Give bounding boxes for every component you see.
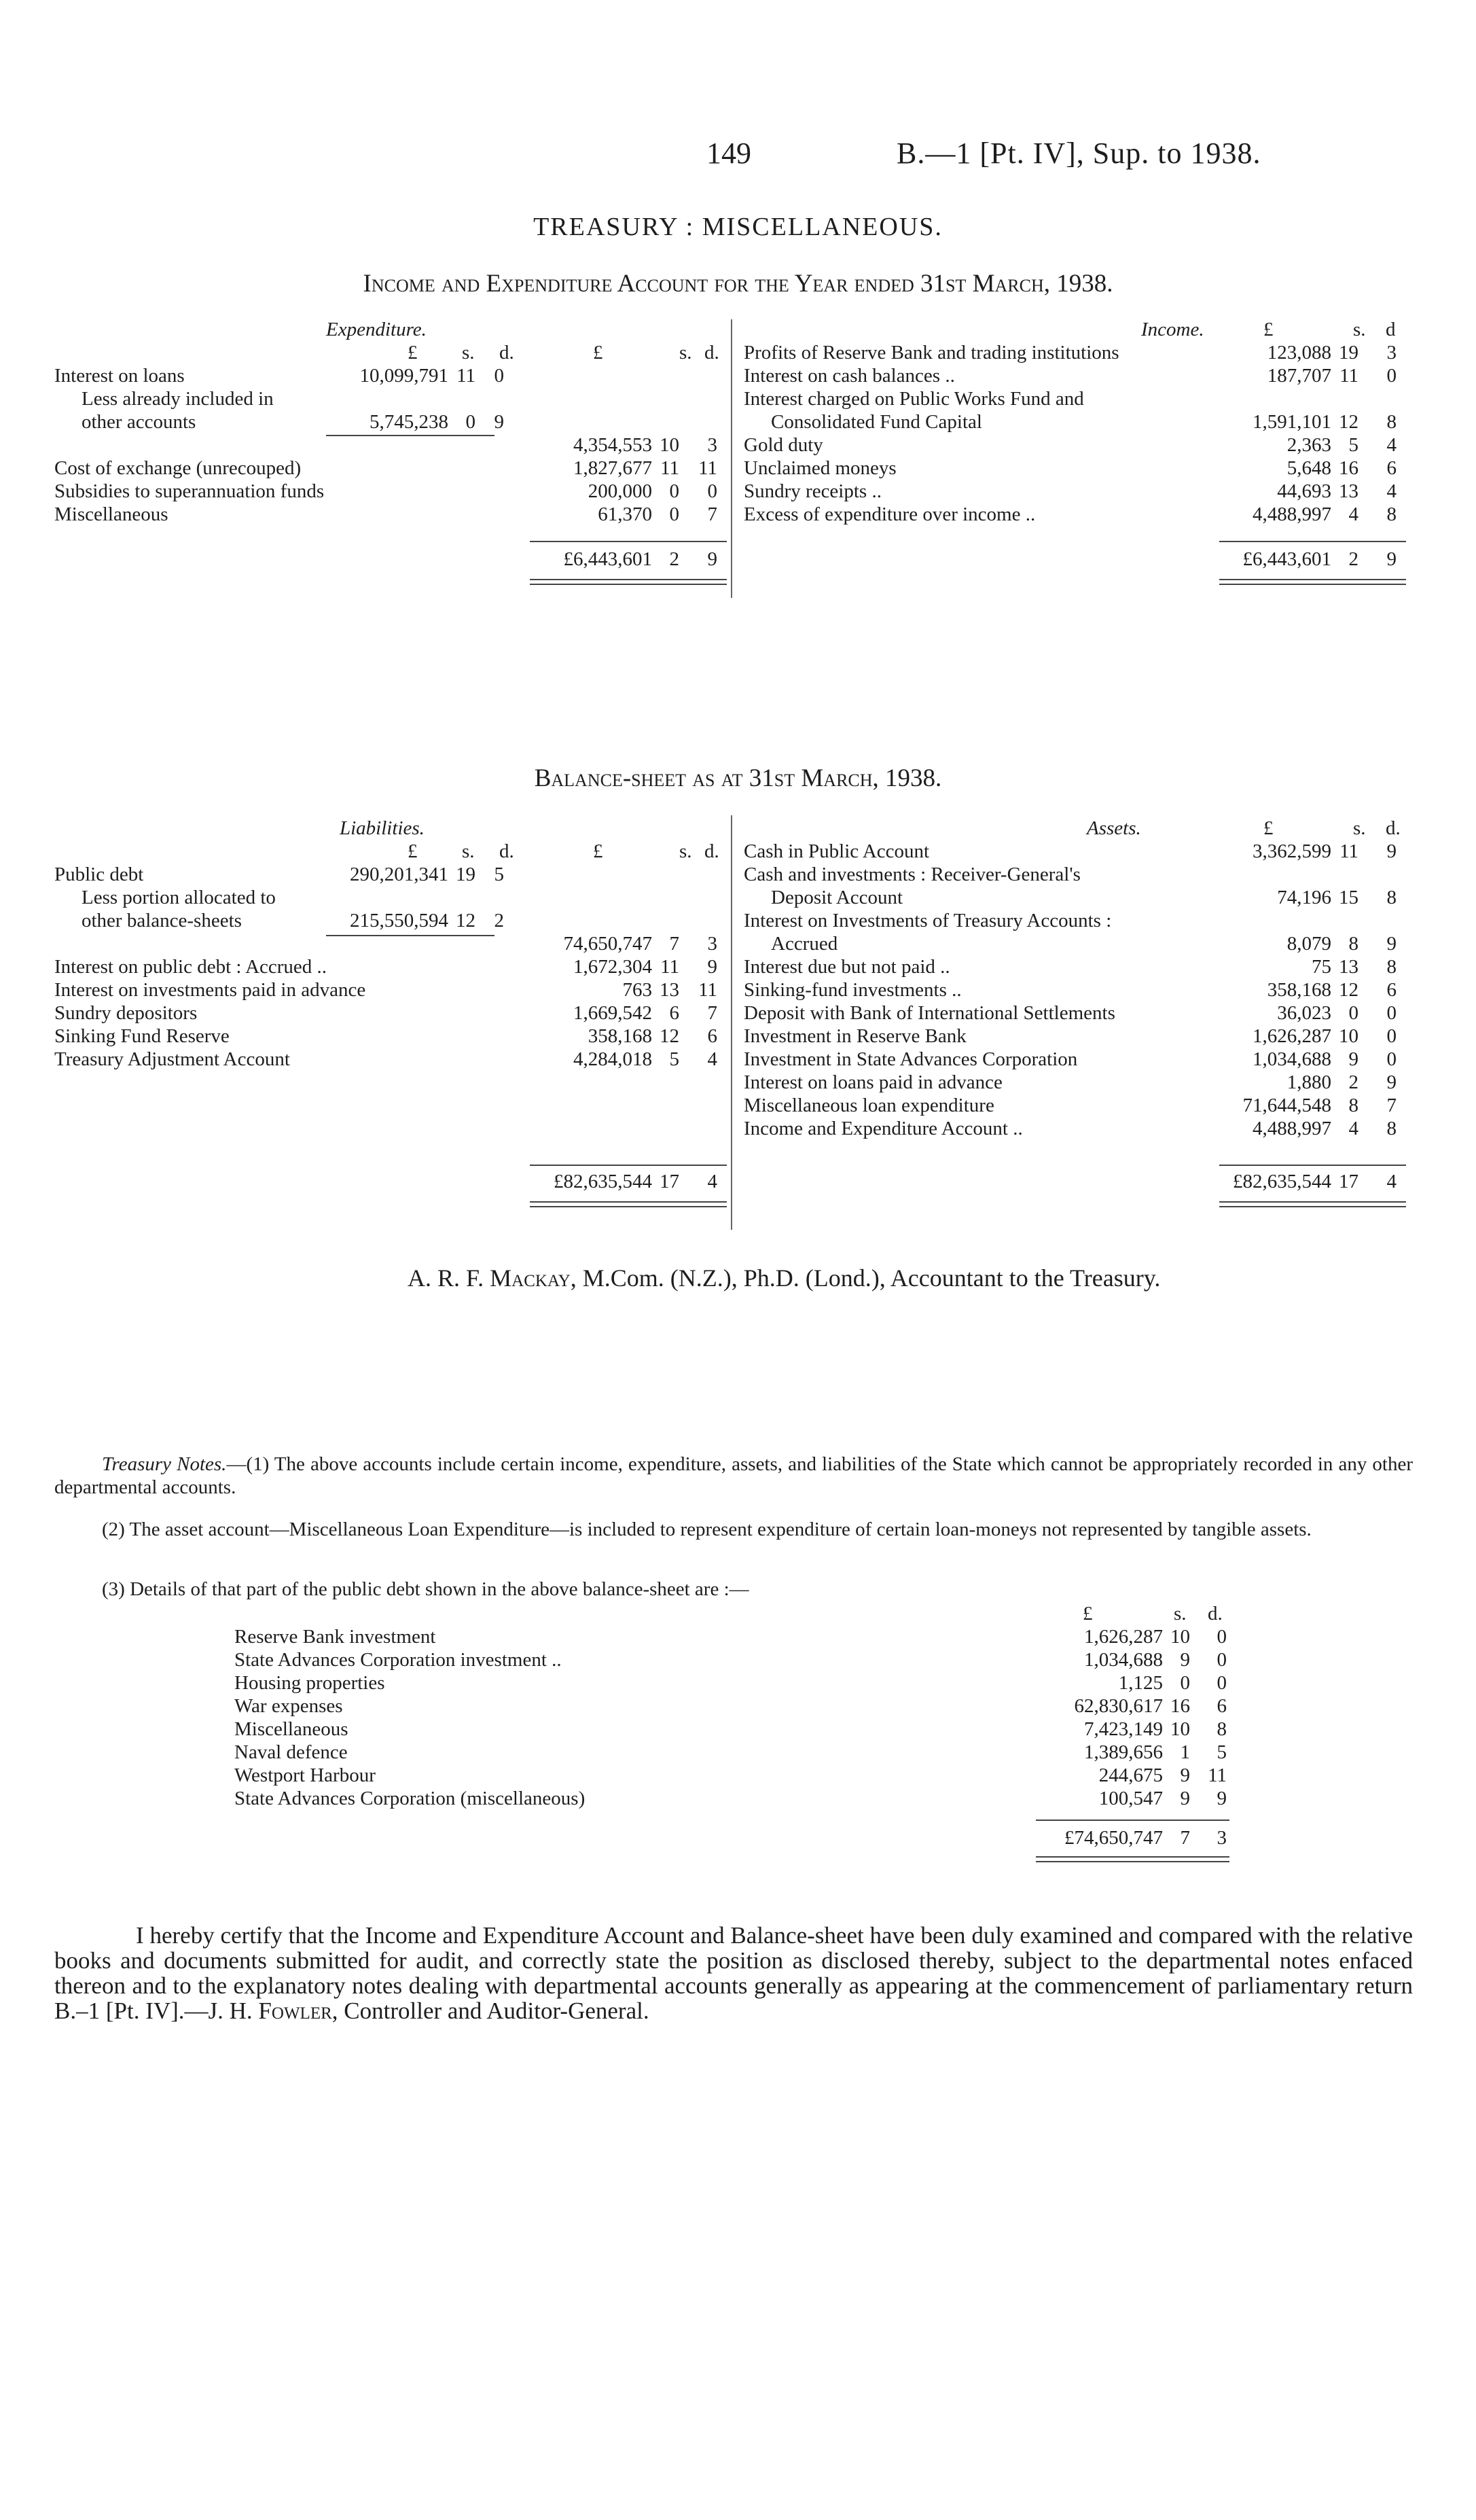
asset-row-shillings: 2 xyxy=(1348,1071,1358,1093)
bs-divider xyxy=(731,815,732,1230)
note-1-lead: Treasury Notes. xyxy=(102,1453,227,1475)
income-row-pounds: 123,088 xyxy=(1267,342,1331,363)
income-row-shillings: 13 xyxy=(1339,480,1358,502)
asset-row-label: Cash in Public Account xyxy=(744,840,930,862)
page-number: 149 xyxy=(706,137,751,170)
debt-detail-row-pounds: 244,675 xyxy=(1098,1764,1163,1786)
income-row-label: Interest charged on Public Works Fund and xyxy=(744,388,1084,410)
income-row-shillings: 5 xyxy=(1348,434,1358,456)
expenditure-row xyxy=(54,387,727,410)
debt-detail-row-label: Westport Harbour xyxy=(234,1764,376,1786)
expenditure-row-pounds: 61,370 xyxy=(598,503,652,525)
assets-total-rule xyxy=(1219,1165,1406,1166)
asset-row xyxy=(744,932,1406,955)
debt-detail-row-shillings: 16 xyxy=(1170,1695,1190,1717)
debt-detail-row xyxy=(234,1625,1231,1648)
expenditure-row-pounds: 4,354,553 xyxy=(573,434,652,456)
income-row xyxy=(744,387,1406,410)
income-row-pence: 8 xyxy=(1386,411,1397,433)
debt-detail-row-label: Reserve Bank investment xyxy=(234,1626,436,1648)
asset-row-label: Deposit Account xyxy=(771,887,903,908)
income-row-shillings: 16 xyxy=(1339,457,1358,479)
asset-row xyxy=(744,886,1406,909)
liabilities-total-double-rule xyxy=(530,1201,727,1207)
income-row-label: Interest on cash balances .. xyxy=(744,365,955,387)
asset-row-shillings: 8 xyxy=(1348,1095,1358,1116)
income-heading: Income. xyxy=(1141,319,1204,340)
liability-row xyxy=(54,1001,727,1025)
note-1-text: —(1) The above accounts include certain income, expenditure, assets, and liabilities of the State which cannot be appropriately recorded in any other departmental accounts. xyxy=(54,1453,1413,1498)
liability-row-pounds: 1,669,542 xyxy=(573,1002,652,1024)
debt-detail-row-pounds: 1,034,688 xyxy=(1084,1649,1163,1671)
income-row xyxy=(744,341,1406,364)
asset-row-pence: 8 xyxy=(1386,887,1397,908)
asset-row-pence: 8 xyxy=(1386,956,1397,978)
debt-details-total: £74,650,747 7 3 xyxy=(1064,1827,1227,1849)
income-row xyxy=(744,503,1406,526)
debt-details-currency-header: £ s. d. xyxy=(1083,1603,1223,1625)
asset-row-pence: 9 xyxy=(1386,933,1397,955)
income-row xyxy=(744,364,1406,387)
debt-detail-row-label: Miscellaneous xyxy=(234,1718,348,1740)
balance-sheet-heading: Balance-sheet as at 31st March, 1938. xyxy=(534,764,942,792)
asset-row-label: Investment in State Advances Corporation xyxy=(744,1048,1078,1070)
debt-detail-row-label: War expenses xyxy=(234,1695,343,1717)
expenditure-row-label: Subsidies to superannuation funds xyxy=(54,480,325,502)
assets-heading: Assets. xyxy=(1087,817,1141,839)
asset-row-pence: 8 xyxy=(1386,1118,1397,1139)
liability-row-pence: 6 xyxy=(707,1025,717,1047)
liability-row-label: Public debt xyxy=(54,864,144,885)
asset-row xyxy=(744,1071,1406,1094)
liability-row xyxy=(54,909,727,932)
liability-row-sub-pence: 2 xyxy=(494,910,504,931)
liability-row-pounds: 763 xyxy=(622,979,652,1001)
asset-row-label: Deposit with Bank of International Settlements xyxy=(744,1002,1115,1024)
accountant-credentials: M.Com. (N.Z.), Ph.D. (Lond.), Accountant to the Treasury. xyxy=(576,1264,1161,1292)
expenditure-total-rule xyxy=(530,541,727,542)
income-row-label: Sundry receipts .. xyxy=(744,480,882,502)
asset-row-pounds: 4,488,997 xyxy=(1253,1118,1331,1139)
debt-detail-row-pounds: 1,626,287 xyxy=(1084,1626,1163,1648)
expenditure-row-label: other accounts xyxy=(82,411,196,433)
liability-row-shillings: 5 xyxy=(669,1048,679,1070)
asset-row-pounds: 1,880 xyxy=(1286,1071,1331,1093)
expenditure-row-pence: 11 xyxy=(698,457,717,479)
expenditure-total: £6,443,601 2 9 xyxy=(563,548,717,570)
liability-row-label: Less portion allocated to xyxy=(82,887,276,908)
asset-row xyxy=(744,1117,1406,1140)
debt-detail-row-pounds: 7,423,149 xyxy=(1084,1718,1163,1740)
income-row-pence: 3 xyxy=(1386,342,1397,363)
income-row-pence: 6 xyxy=(1386,457,1397,479)
debt-detail-row-pence: 0 xyxy=(1217,1672,1227,1694)
assets-total-double-rule xyxy=(1219,1201,1406,1207)
expenditure-row-sub-pounds: 5,745,238 xyxy=(370,411,448,433)
expenditure-heading: Expenditure. xyxy=(326,319,427,340)
expenditure-row xyxy=(54,364,727,387)
debt-detail-row xyxy=(234,1648,1231,1671)
debt-detail-row-pounds: 62,830,617 xyxy=(1074,1695,1163,1717)
asset-row-label: Interest on Investments of Treasury Accounts : xyxy=(744,910,1112,931)
expenditure-row-label: Interest on loans xyxy=(54,365,185,387)
liability-row-shillings: 6 xyxy=(669,1002,679,1024)
asset-row-pence: 0 xyxy=(1386,1048,1397,1070)
income-row-shillings: 12 xyxy=(1339,411,1358,433)
income-currency-header: £ s. d xyxy=(1263,319,1396,340)
asset-row-shillings: 10 xyxy=(1339,1025,1358,1047)
debt-detail-row-shillings: 1 xyxy=(1180,1741,1190,1763)
expenditure-row-label: Cost of exchange (unrecouped) xyxy=(54,457,302,479)
asset-row xyxy=(744,840,1406,863)
asset-row-label: Investment in Reserve Bank xyxy=(744,1025,967,1047)
asset-row-shillings: 8 xyxy=(1348,933,1358,955)
asset-row-label: Interest on loans paid in advance xyxy=(744,1071,1003,1093)
asset-row xyxy=(744,863,1406,886)
expenditure-row-shillings: 11 xyxy=(660,457,679,479)
expenditure-subtotal-rule xyxy=(326,435,494,436)
debt-detail-row-label: Housing properties xyxy=(234,1672,385,1694)
debt-detail-row-label: Naval defence xyxy=(234,1741,348,1763)
income-row xyxy=(744,433,1406,457)
expenditure-row-pence: 3 xyxy=(707,434,717,456)
liability-row-pence: 7 xyxy=(707,1002,717,1024)
income-row-pounds: 1,591,101 xyxy=(1253,411,1331,433)
asset-row-pounds: 75 xyxy=(1312,956,1331,978)
income-total: £6,443,601 2 9 xyxy=(1242,548,1397,570)
debt-detail-row-pence: 9 xyxy=(1217,1788,1227,1809)
ie-divider xyxy=(731,319,732,598)
expenditure-currency-header: £ s. d. £ s. d. xyxy=(408,342,719,363)
debt-detail-row-pence: 0 xyxy=(1217,1649,1227,1671)
debt-detail-row xyxy=(234,1694,1231,1718)
asset-row-shillings: 11 xyxy=(1339,840,1358,862)
income-total-double-rule xyxy=(1219,579,1406,585)
income-row xyxy=(744,410,1406,433)
liability-row-label: Interest on investments paid in advance xyxy=(54,979,366,1001)
liability-row xyxy=(54,978,727,1001)
page-title: TREASURY : MISCELLANEOUS. xyxy=(533,213,943,241)
income-row-pounds: 2,363 xyxy=(1286,434,1331,456)
income-row-pence: 4 xyxy=(1386,480,1397,502)
liability-row-pounds: 1,672,304 xyxy=(573,956,652,978)
income-row-pence: 0 xyxy=(1386,365,1397,387)
ie-account-heading: Income and Expenditure Account for the Year ended 31st March, 1938. xyxy=(363,270,1113,298)
asset-row-pence: 6 xyxy=(1386,979,1397,1001)
debt-detail-row-shillings: 10 xyxy=(1170,1718,1190,1740)
debt-detail-row-pence: 5 xyxy=(1217,1741,1227,1763)
liabilities-total-rule xyxy=(530,1165,727,1166)
asset-row-pounds: 71,644,548 xyxy=(1242,1095,1331,1116)
liability-row-pence: 3 xyxy=(707,933,717,955)
debt-detail-row-pounds: 1,389,656 xyxy=(1084,1741,1163,1763)
liability-row-label: Sinking Fund Reserve xyxy=(54,1025,230,1047)
asset-row-pence: 7 xyxy=(1386,1095,1397,1116)
income-row-label: Consolidated Fund Capital xyxy=(771,411,982,433)
liabilities-currency-header: £ s. d. £ s. d. xyxy=(408,840,719,862)
income-row-shillings: 19 xyxy=(1339,342,1358,363)
asset-row xyxy=(744,1025,1406,1048)
debt-detail-row xyxy=(234,1671,1231,1694)
debt-detail-row-shillings: 9 xyxy=(1180,1764,1190,1786)
expenditure-row xyxy=(54,457,727,480)
liability-row xyxy=(54,886,727,909)
expenditure-row-pence: 7 xyxy=(707,503,717,525)
asset-row xyxy=(744,1048,1406,1071)
accountant-name: A. R. F. Mackay, xyxy=(408,1264,577,1292)
debt-detail-row-pence: 8 xyxy=(1217,1718,1227,1740)
income-total-rule xyxy=(1219,541,1406,542)
liability-row-label: Sundry depositors xyxy=(54,1002,198,1024)
asset-row-pounds: 3,362,599 xyxy=(1253,840,1331,862)
liability-row-pounds: 358,168 xyxy=(588,1025,652,1047)
expenditure-row-shillings: 0 xyxy=(669,503,679,525)
certificate-signatory: J. H. Fowler, xyxy=(208,1998,338,2024)
liabilities-heading: Liabilities. xyxy=(340,817,425,839)
income-row-shillings: 11 xyxy=(1339,365,1358,387)
expenditure-row xyxy=(54,480,727,503)
asset-row xyxy=(744,1094,1406,1117)
asset-row-shillings: 15 xyxy=(1339,887,1358,908)
liability-row-pence: 9 xyxy=(707,956,717,978)
liability-row-sub-pounds: 290,201,341 xyxy=(350,864,448,885)
debt-detail-row-pounds: 1,125 xyxy=(1118,1672,1163,1694)
debt-detail-row-shillings: 10 xyxy=(1170,1626,1190,1648)
debt-detail-row xyxy=(234,1787,1231,1810)
expenditure-row xyxy=(54,503,727,526)
expenditure-row xyxy=(54,433,727,457)
liability-row-label: other balance-sheets xyxy=(82,910,242,931)
asset-row xyxy=(744,978,1406,1001)
debt-detail-row-pence: 11 xyxy=(1208,1764,1227,1786)
liability-row-pence: 4 xyxy=(707,1048,717,1070)
debt-detail-row-pence: 6 xyxy=(1217,1695,1227,1717)
income-row xyxy=(744,480,1406,503)
income-row-label: Unclaimed moneys xyxy=(744,457,897,479)
asset-row-pence: 9 xyxy=(1386,1071,1397,1093)
liability-row xyxy=(54,1025,727,1048)
assets-currency-header: £ s. d. xyxy=(1263,817,1401,839)
debt-detail-row xyxy=(234,1718,1231,1741)
asset-row-shillings: 9 xyxy=(1348,1048,1358,1070)
liability-row-shillings: 12 xyxy=(660,1025,679,1047)
liability-row-shillings: 13 xyxy=(660,979,679,1001)
liability-row-pounds: 74,650,747 xyxy=(563,933,652,955)
note-2: (2) The asset account—Miscellaneous Loan Expenditure—is included to represent expenditure of certain loan-moneys not represented by tangible assets. xyxy=(102,1519,1312,1540)
asset-row xyxy=(744,909,1406,932)
expenditure-row-sub-shillings: 0 xyxy=(465,411,475,433)
asset-row-label: Income and Expenditure Account .. xyxy=(744,1118,1023,1139)
debt-detail-row xyxy=(234,1741,1231,1764)
expenditure-row-label: Less already included in xyxy=(82,388,274,410)
asset-row-label: Interest due but not paid .. xyxy=(744,956,950,978)
note-1 xyxy=(54,1453,1413,1499)
liability-row-sub-pence: 5 xyxy=(494,864,504,885)
asset-row-pence: 0 xyxy=(1386,1025,1397,1047)
income-row-pence: 4 xyxy=(1386,434,1397,456)
asset-row-pounds: 36,023 xyxy=(1277,1002,1331,1024)
expenditure-total-double-rule xyxy=(530,579,727,585)
debt-detail-row-shillings: 9 xyxy=(1180,1649,1190,1671)
expenditure-row-sub-pence: 0 xyxy=(494,365,504,387)
expenditure-row-sub-pence: 9 xyxy=(494,411,504,433)
liability-row xyxy=(54,1048,727,1071)
income-row-label: Gold duty xyxy=(744,434,823,456)
asset-row-shillings: 13 xyxy=(1339,956,1358,978)
income-row-label: Profits of Reserve Bank and trading institutions xyxy=(744,342,1119,363)
liability-row-pence: 11 xyxy=(698,979,717,1001)
liability-row-shillings: 11 xyxy=(660,956,679,978)
liability-row xyxy=(54,955,727,978)
expenditure-row-pounds: 1,827,677 xyxy=(573,457,652,479)
liability-row-pounds: 4,284,018 xyxy=(573,1048,652,1070)
asset-row-label: Miscellaneous loan expenditure xyxy=(744,1095,994,1116)
income-row xyxy=(744,457,1406,480)
note-3: (3) Details of that part of the public debt shown in the above balance-sheet are :— xyxy=(102,1578,749,1600)
income-row-pounds: 44,693 xyxy=(1277,480,1331,502)
expenditure-row-shillings: 0 xyxy=(669,480,679,502)
expenditure-row-sub-shillings: 11 xyxy=(456,365,475,387)
income-row-pounds: 4,488,997 xyxy=(1253,503,1331,525)
income-row-pounds: 187,707 xyxy=(1267,365,1331,387)
report-reference: B.—1 [Pt. IV], Sup. to 1938. xyxy=(897,137,1261,170)
expenditure-row-pounds: 200,000 xyxy=(588,480,652,502)
certificate-title: Controller and Auditor-General. xyxy=(344,1998,649,2024)
debt-details-total-double-rule xyxy=(1036,1856,1229,1862)
asset-row-shillings: 12 xyxy=(1339,979,1358,1001)
liability-row-label: Interest on public debt : Accrued .. xyxy=(54,956,327,978)
debt-detail-row-pounds: 100,547 xyxy=(1098,1788,1163,1809)
liabilities-total: £82,635,544 17 4 xyxy=(554,1171,717,1192)
asset-row-pounds: 74,196 xyxy=(1277,887,1331,908)
income-row-label: Excess of expenditure over income .. xyxy=(744,503,1036,525)
asset-row-label: Cash and investments : Receiver-General's xyxy=(744,864,1081,885)
accountant-signature xyxy=(408,1264,1160,1292)
liabilities-subtotal-rule xyxy=(326,935,494,936)
expenditure-row xyxy=(54,410,727,433)
debt-details-total-rule xyxy=(1036,1820,1229,1821)
liability-row-shillings: 7 xyxy=(669,933,679,955)
certificate-text: I hereby certify that the Income and Expenditure Account and Balance-sheet have been duly examined and compared with the relative books and documents submitted for audit, and correctly state the position as disclosed thereby, subject to the departmental notes enfaced thereon and to the explanatory notes dealing with departmental accounts generally as appearing at the commencement of parliamentary return B.–1 [Pt. IV].— xyxy=(54,1922,1413,2024)
asset-row xyxy=(744,1001,1406,1025)
asset-row xyxy=(744,955,1406,978)
income-row-shillings: 4 xyxy=(1348,503,1358,525)
income-row-pence: 8 xyxy=(1386,503,1397,525)
asset-row-pence: 9 xyxy=(1386,840,1397,862)
debt-detail-row-label: State Advances Corporation (miscellaneous) xyxy=(234,1788,586,1809)
asset-row-pence: 0 xyxy=(1386,1002,1397,1024)
expenditure-row-pence: 0 xyxy=(707,480,717,502)
liability-row-sub-pounds: 215,550,594 xyxy=(350,910,448,931)
expenditure-row-shillings: 10 xyxy=(660,434,679,456)
asset-row-label: Accrued xyxy=(771,933,838,955)
income-row-pounds: 5,648 xyxy=(1286,457,1331,479)
debt-detail-row-pence: 0 xyxy=(1217,1626,1227,1648)
expenditure-row-label: Miscellaneous xyxy=(54,503,168,525)
asset-row-pounds: 8,079 xyxy=(1286,933,1331,955)
liability-row-sub-shillings: 12 xyxy=(456,910,475,931)
asset-row-pounds: 1,626,287 xyxy=(1253,1025,1331,1047)
debt-detail-row-shillings: 9 xyxy=(1180,1788,1190,1809)
liability-row-sub-shillings: 19 xyxy=(456,864,475,885)
assets-total: £82,635,544 17 4 xyxy=(1233,1171,1397,1192)
asset-row-shillings: 4 xyxy=(1348,1118,1358,1139)
audit-certificate xyxy=(54,1923,1413,2023)
debt-detail-row-shillings: 0 xyxy=(1180,1672,1190,1694)
debt-detail-row-label: State Advances Corporation investment .. xyxy=(234,1649,562,1671)
expenditure-row-sub-pounds: 10,099,791 xyxy=(359,365,448,387)
liability-row xyxy=(54,863,727,886)
asset-row-label: Sinking-fund investments .. xyxy=(744,979,962,1001)
asset-row-pounds: 358,168 xyxy=(1267,979,1331,1001)
asset-row-shillings: 0 xyxy=(1348,1002,1358,1024)
liability-row-label: Treasury Adjustment Account xyxy=(54,1048,290,1070)
asset-row-pounds: 1,034,688 xyxy=(1253,1048,1331,1070)
debt-detail-row xyxy=(234,1764,1231,1787)
